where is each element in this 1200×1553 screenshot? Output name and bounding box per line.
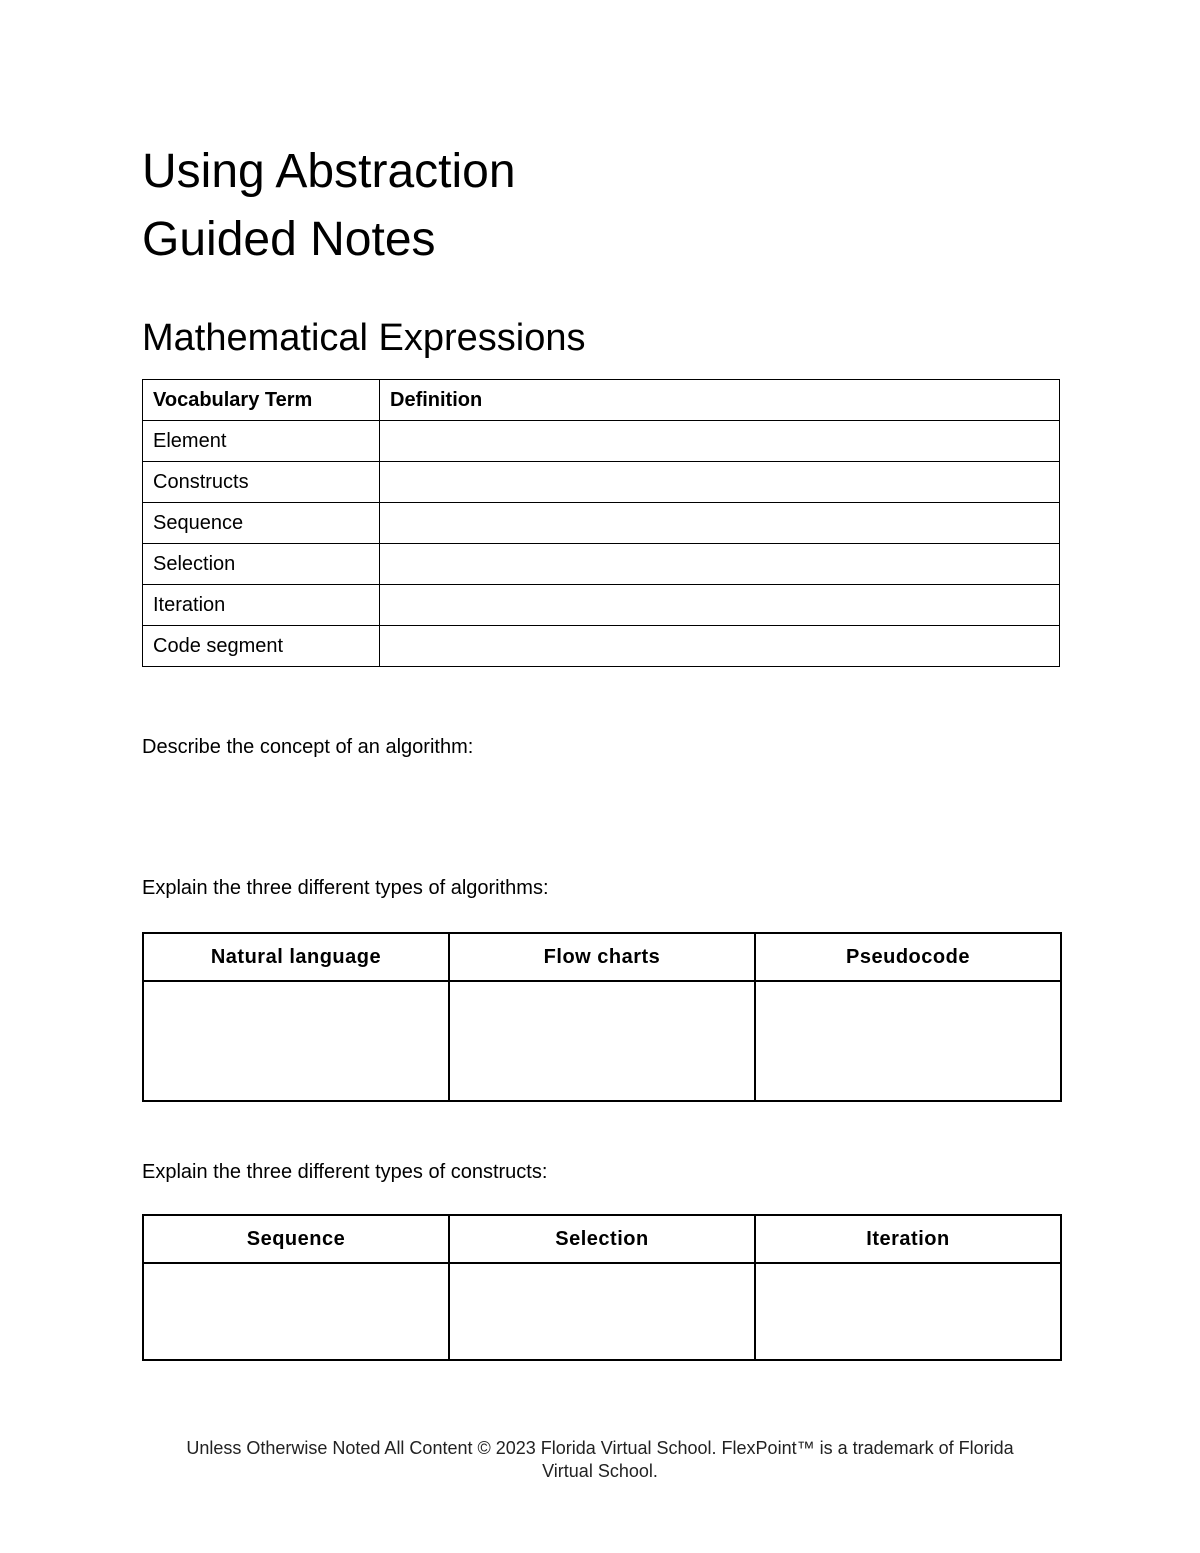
term-cell: Code segment	[143, 626, 380, 667]
sequence-answer-cell[interactable]	[143, 1263, 449, 1360]
table-row	[143, 544, 1060, 585]
constructs-header-row	[143, 1215, 1061, 1263]
table-row	[143, 421, 1060, 462]
definition-cell[interactable]	[380, 585, 1060, 626]
document-title	[142, 138, 516, 274]
definition-cell[interactable]	[380, 503, 1060, 544]
definition-cell[interactable]	[380, 544, 1060, 585]
term-cell: Element	[143, 421, 380, 462]
selection-header: Selection	[449, 1215, 755, 1263]
definition-cell[interactable]	[380, 626, 1060, 667]
constructs-table	[142, 1214, 1062, 1361]
term-cell: Iteration	[143, 585, 380, 626]
selection-answer-cell[interactable]	[449, 1263, 755, 1360]
table-row	[143, 585, 1060, 626]
sequence-header: Sequence	[143, 1215, 449, 1263]
algorithms-table	[142, 932, 1062, 1102]
table-row	[143, 626, 1060, 667]
constructs-answer-row	[143, 1263, 1061, 1360]
algorithms-answer-row	[143, 981, 1061, 1101]
section-heading: Mathematical Expressions	[142, 317, 586, 359]
vocabulary-table	[142, 379, 1060, 667]
footer-line-1: Unless Otherwise Noted All Content © 2023 Florida Virtual School. FlexPoint™ is a trademark of Florida	[186, 1438, 1014, 1458]
natural-language-answer-cell[interactable]	[143, 981, 449, 1101]
construct-types-prompt: Explain the three different types of constructs:	[142, 1161, 548, 1183]
footer-copyright	[100, 1437, 1100, 1483]
definition-cell[interactable]	[380, 421, 1060, 462]
table-row	[143, 462, 1060, 503]
title-line-1: Using Abstraction	[142, 145, 516, 198]
algorithm-types-prompt: Explain the three different types of algorithms:	[142, 877, 549, 899]
title-line-2: Guided Notes	[142, 213, 436, 266]
natural-language-header: Natural language	[143, 933, 449, 981]
flow-charts-header: Flow charts	[449, 933, 755, 981]
definition-cell[interactable]	[380, 462, 1060, 503]
definition-header: Definition	[380, 380, 1060, 421]
iteration-header: Iteration	[755, 1215, 1061, 1263]
flow-charts-answer-cell[interactable]	[449, 981, 755, 1101]
term-cell: Sequence	[143, 503, 380, 544]
pseudocode-header: Pseudocode	[755, 933, 1061, 981]
algorithms-header-row	[143, 933, 1061, 981]
algorithm-concept-prompt: Describe the concept of an algorithm:	[142, 736, 474, 758]
iteration-answer-cell[interactable]	[755, 1263, 1061, 1360]
vocabulary-term-header: Vocabulary Term	[143, 380, 380, 421]
term-cell: Selection	[143, 544, 380, 585]
vocabulary-header-row	[143, 380, 1060, 421]
pseudocode-answer-cell[interactable]	[755, 981, 1061, 1101]
table-row	[143, 503, 1060, 544]
term-cell: Constructs	[143, 462, 380, 503]
footer-line-2: Virtual School.	[542, 1461, 658, 1481]
